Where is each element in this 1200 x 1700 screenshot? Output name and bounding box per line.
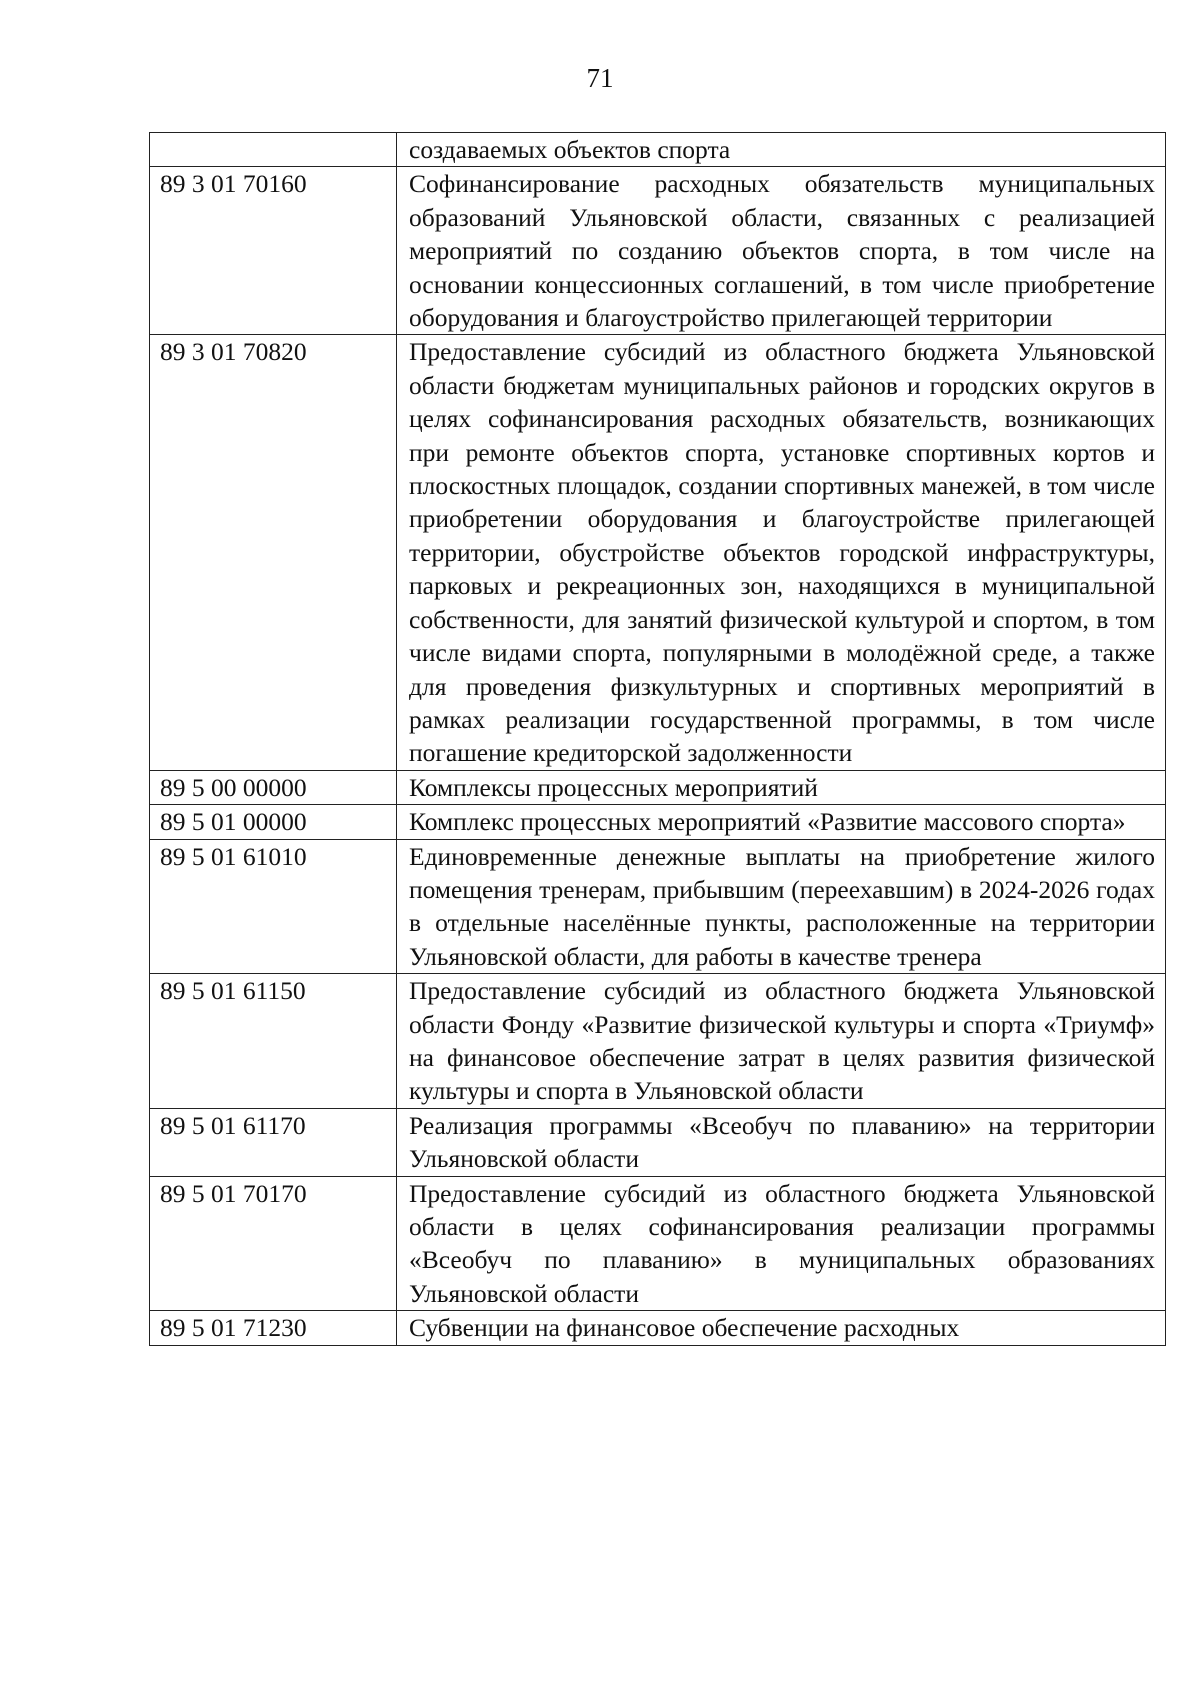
table-row [150, 335, 1166, 770]
row-description: Предоставление субсидий из областного бюджета Ульяновской области Фонду «Развитие физической культуры и спорта «Триумф» на финансовое обеспечение затрат в целях развития физической культуры и спорта в Ульяновской области [397, 974, 1166, 1109]
row-code: 89 3 01 70820 [150, 335, 397, 770]
table-row [150, 167, 1166, 335]
table-row [150, 770, 1166, 804]
row-description: Комплексы процессных мероприятий [397, 770, 1166, 804]
row-description: Единовременные денежные выплаты на приобретение жилого помещения тренерам, прибывшим (переехавшим) в 2024-2026 годах в отдельные населённые пункты, расположенные на территории Ульяновской области, для работы в качестве тренера [397, 839, 1166, 974]
page-number: 71 [586, 63, 614, 93]
row-description: Предоставление субсидий из областного бюджета Ульяновской области в целях софинансирования реализации программы «Всеобуч по плаванию» в муниципальных образованиях Ульяновской области [397, 1176, 1166, 1311]
row-code: 89 5 01 61170 [150, 1108, 397, 1176]
table-row [150, 1108, 1166, 1176]
row-code: 89 5 01 00000 [150, 805, 397, 839]
table-row [150, 133, 1166, 167]
table-row [150, 1311, 1166, 1345]
row-description: Реализация программы «Всеобуч по плаванию» на территории Ульяновской области [397, 1108, 1166, 1176]
row-description: Предоставление субсидий из областного бюджета Ульяновской области бюджетам муниципальных районов и городских округов в целях софинансирования расходных обязательств, возникающих при ремонте объектов спорта, установке спортивных кортов и плоскостных площадок, создании спортивных манежей, в том числе приобретении оборудования и благоустройстве прилегающей территории, обустройстве объектов городской инфраструктуры, парковых и рекреационных зон, находящихся в муниципальной собственности, для занятий физической культурой и спортом, в том числе видами спорта, популярными в молодёжной среде, а также для проведения физкультурных и спортивных мероприятий в рамках реализации государственной программы, в том числе погашение кредиторской задолженности [397, 335, 1166, 770]
table-row [150, 974, 1166, 1109]
row-code [150, 133, 397, 167]
table-row [150, 805, 1166, 839]
row-code: 89 5 01 70170 [150, 1176, 397, 1311]
row-code: 89 3 01 70160 [150, 167, 397, 335]
budget-classification-table [149, 132, 1166, 1346]
row-description: Софинансирование расходных обязательств муниципальных образований Ульяновской области, связанных с реализацией мероприятий по созданию объектов спорта, в том числе на основании концессионных соглашений, в том числе приобретение оборудования и благоустройство прилегающей территории [397, 167, 1166, 335]
row-code: 89 5 01 71230 [150, 1311, 397, 1345]
table-row [150, 839, 1166, 974]
table-row [150, 1176, 1166, 1311]
row-description: создаваемых объектов спорта [397, 133, 1166, 167]
row-code: 89 5 01 61010 [150, 839, 397, 974]
row-description: Комплекс процессных мероприятий «Развитие массового спорта» [397, 805, 1166, 839]
row-description: Субвенции на финансовое обеспечение расходных [397, 1311, 1166, 1345]
row-code: 89 5 01 61150 [150, 974, 397, 1109]
row-code: 89 5 00 00000 [150, 770, 397, 804]
